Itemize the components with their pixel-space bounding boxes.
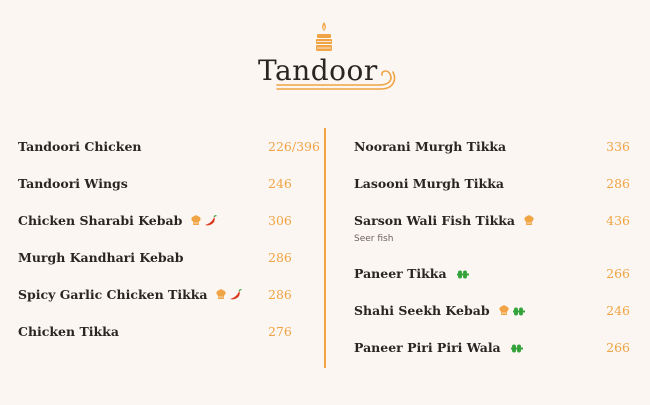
menu-header [0,0,650,110]
menu-item-price: 246 [606,303,630,318]
chef-hat-icon [216,285,226,307]
menu-item-name [354,210,534,233]
menu-item [354,210,630,244]
menu-item-name-text: Paneer Piri Piri Wala [354,340,501,355]
menu-item [18,173,314,195]
menu-item-badges [453,263,470,286]
menu-item [18,210,314,232]
menu-item-price: 286 [268,250,292,265]
menu-item-name-text: Chicken Sharabi Kebab [18,213,183,228]
menu-item-name [18,210,217,233]
menu-item-name-text: Lasooni Murgh Tikka [354,176,504,191]
veg-leaf-icon [512,301,526,323]
menu-item [18,321,314,343]
veg-leaf-icon [510,338,524,360]
menu-item-name [18,284,242,307]
menu-item-name-text: Murgh Kandhari Kebab [18,250,184,265]
menu-item-name-text: Shahi Seekh Kebab [354,303,490,318]
menu-item-price: 226/396 [268,139,320,154]
menu-item-name-text: Sarson Wali Fish Tikka [354,213,515,228]
menu-item-name [18,247,183,269]
menu-item-name-text: Tandoori Wings [18,176,128,191]
column-divider [324,128,326,368]
menu-item-badges [496,300,526,323]
menu-item-name [354,136,506,158]
menu-item [18,247,314,269]
menu-item-name-text: Paneer Tikka [354,266,447,281]
menu-item-name-text: Spicy Garlic Chicken Tikka [18,287,208,302]
menu-item-badges [521,210,534,233]
menu-item [354,136,630,158]
menu-item-name [354,337,524,360]
menu-item-price: 336 [606,139,630,154]
menu-item [354,337,630,359]
menu-item-price: 266 [606,340,630,355]
menu-item [354,263,630,285]
menu-item-badges [507,337,524,360]
menu-item-price: 276 [268,324,292,339]
menu-item-name [18,173,128,195]
tandoor-icon [314,21,334,53]
chili-icon [204,211,217,233]
menu-item-name-text: Tandoori Chicken [18,139,142,154]
menu-item-name [18,321,119,343]
menu-item-name-text: Chicken Tikka [18,324,119,339]
menu-item [354,300,630,322]
menu-item [18,136,320,158]
menu-item-name [354,300,526,323]
menu-item-price: 266 [606,266,630,281]
menu-item-badges [188,210,217,233]
menu-item-price: 286 [606,176,630,191]
menu-item-description: Seer fish [354,234,394,244]
menu-item-price: 246 [268,176,292,191]
menu-item [354,173,630,195]
menu-item [18,284,314,306]
veg-leaf-icon [456,264,470,286]
page-title: Tandoor [258,54,378,87]
chef-hat-icon [524,211,534,233]
menu-item-name [18,136,142,158]
chef-hat-icon [191,211,201,233]
chili-icon [229,285,242,307]
menu-item-name-text: Noorani Murgh Tikka [354,139,507,154]
menu-item-badges [213,284,242,307]
chef-hat-icon [499,301,509,323]
menu-item-price: 286 [268,287,292,302]
menu-item-price: 436 [606,213,630,228]
menu-item-name [354,263,470,286]
menu-item-price: 306 [268,213,292,228]
menu-item-name [354,173,504,195]
title-underline-swash [275,62,397,96]
